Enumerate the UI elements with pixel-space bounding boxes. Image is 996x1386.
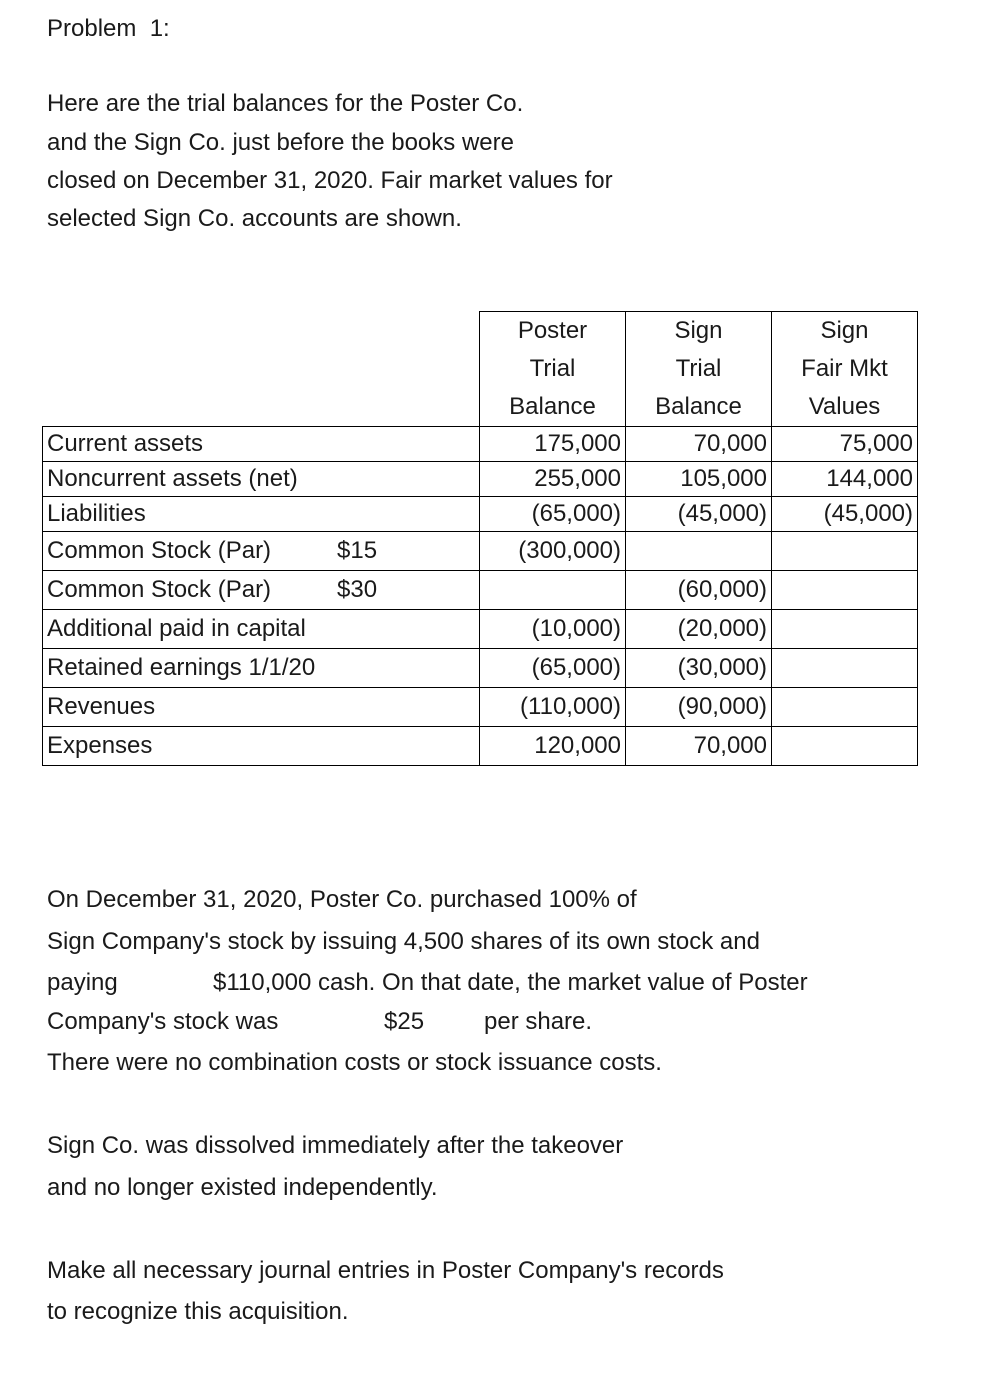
- row-label: Liabilities: [47, 500, 146, 527]
- purchase-line-4-c: per share.: [484, 1008, 593, 1035]
- poster-value: (65,000): [480, 649, 626, 688]
- poster-value: (110,000): [480, 688, 626, 727]
- sign-value: (30,000): [626, 649, 772, 688]
- row-label: Common Stock (Par): [47, 537, 272, 564]
- table-row: [43, 532, 918, 571]
- par-value: $15: [337, 537, 378, 564]
- dissolve-line-1: Sign Co. was dissolved immediately after the takeover: [47, 1132, 624, 1159]
- purchase-line-1: On December 31, 2020, Poster Co. purchased 100% of: [47, 886, 637, 913]
- table-row: [43, 427, 918, 462]
- table-row: [43, 727, 918, 766]
- poster-value: (65,000): [480, 497, 626, 532]
- header-poster-1: Poster: [480, 312, 626, 351]
- task-line-2: to recognize this acquisition.: [47, 1298, 349, 1325]
- sign-value: (60,000): [626, 571, 772, 610]
- table-row: [43, 688, 918, 727]
- header-fmv-1: Sign: [772, 312, 918, 351]
- purchase-line-3-a: paying: [47, 969, 118, 996]
- row-label: Revenues: [47, 693, 156, 720]
- purchase-line-4-a: Company's stock was: [47, 1008, 279, 1035]
- fmv-value: [772, 610, 918, 649]
- fmv-value: 144,000: [772, 462, 918, 497]
- row-label: Additional paid in capital: [47, 615, 306, 642]
- table-row: [43, 610, 918, 649]
- row-label: Retained earnings 1/1/20: [47, 654, 316, 681]
- header-poster-2: Trial: [480, 350, 626, 388]
- sign-value: (20,000): [626, 610, 772, 649]
- row-label: Common Stock (Par): [47, 576, 272, 603]
- sign-value: 70,000: [626, 427, 772, 462]
- row-label: Noncurrent assets (net): [47, 465, 298, 492]
- table-header-row: [43, 350, 918, 388]
- poster-value: 120,000: [480, 727, 626, 766]
- intro-line-1: Here are the trial balances for the Poster Co.: [47, 90, 524, 117]
- table-row: [43, 462, 918, 497]
- trial-balance-table: [42, 311, 918, 766]
- table-header-row: [43, 312, 918, 351]
- row-label: Current assets: [47, 430, 204, 457]
- intro-line-3: closed on December 31, 2020. Fair market values for: [47, 167, 613, 194]
- fmv-value: (45,000): [772, 497, 918, 532]
- task-line-1: Make all necessary journal entries in Poster Company's records: [47, 1257, 724, 1284]
- fmv-value: [772, 571, 918, 610]
- fmv-value: [772, 649, 918, 688]
- fmv-value: [772, 727, 918, 766]
- poster-value: (10,000): [480, 610, 626, 649]
- purchase-line-3-b: $110,000 cash. On that date, the market value of Poster: [213, 969, 808, 996]
- header-fmv-3: Values: [772, 388, 918, 427]
- fmv-value: 75,000: [772, 427, 918, 462]
- sign-value: [626, 532, 772, 571]
- header-poster-3: Balance: [480, 388, 626, 427]
- table-row: [43, 497, 918, 532]
- sign-value: 105,000: [626, 462, 772, 497]
- header-fmv-2: Fair Mkt: [772, 350, 918, 388]
- table-row: [43, 571, 918, 610]
- header-sign-3: Balance: [626, 388, 772, 427]
- sign-value: (45,000): [626, 497, 772, 532]
- poster-value: (300,000): [480, 532, 626, 571]
- purchase-line-5: There were no combination costs or stock issuance costs.: [47, 1049, 662, 1076]
- row-label: Expenses: [47, 732, 153, 759]
- poster-value: 255,000: [480, 462, 626, 497]
- fmv-value: [772, 688, 918, 727]
- intro-line-4: selected Sign Co. accounts are shown.: [47, 205, 462, 232]
- table-header-row: [43, 388, 918, 427]
- header-sign-2: Trial: [626, 350, 772, 388]
- fmv-value: [772, 532, 918, 571]
- problem-title: Problem 1:: [47, 15, 170, 42]
- intro-line-2: and the Sign Co. just before the books were: [47, 129, 514, 156]
- poster-value: [480, 571, 626, 610]
- header-sign-1: Sign: [626, 312, 772, 351]
- par-value: $30: [337, 576, 378, 603]
- sign-value: 70,000: [626, 727, 772, 766]
- sign-value: (90,000): [626, 688, 772, 727]
- poster-value: 175,000: [480, 427, 626, 462]
- table-row: [43, 649, 918, 688]
- purchase-line-2: Sign Company's stock by issuing 4,500 shares of its own stock and: [47, 928, 760, 955]
- dissolve-line-2: and no longer existed independently.: [47, 1174, 438, 1201]
- purchase-line-4-b: $25: [384, 1008, 425, 1035]
